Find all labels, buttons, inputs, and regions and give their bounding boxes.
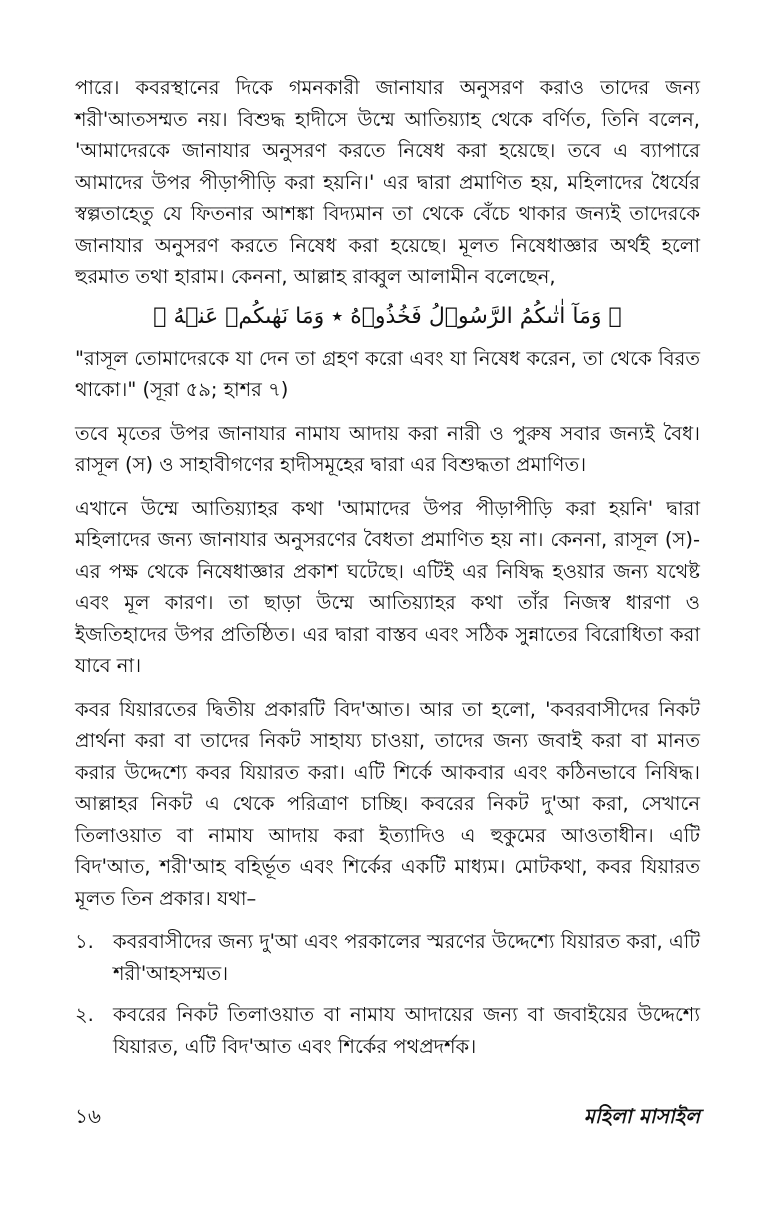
paragraph-1: পারে। কবরস্থানের দিকে গমনকারী জানাযার অনুসরণ করাও তাদের জন্য শরী'আতসম্মত নয়। বিশুদ্ধ হাদীসে উম্মে আতিয়্যাহ থেকে বর্ণিত, তিনি বলেন, 'আমাদেরকে জানাযার অনুসরণ করতে নিষেধ করা হয়েছে। তবে এ ব্যাপারে আমাদের উপর পীড়াপীড়ি করা হয়নি।' এর দ্বারা প্রমাণিত হয়, মহিলাদের ধৈর্যের স্বল্পতাহেতু যে ফিতনার আশঙ্কা বিদ্যমান তা থেকে বেঁচে থাকার জন্যই তাদেরকে জানাযার অনুসরণ করতে নিষেধ করা হয়েছে। মূলত নিষেধাজ্ঞার অর্থই হলো হুরমাত তথা হারাম। কেননা, আল্লাহ রাব্বুল আলামীন বলেছেন,	[75, 76, 700, 288]
paragraph-4: কবর যিয়ারতের দ্বিতীয় প্রকারটি বিদ'আত। আর তা হলো, 'কবরবাসীদের নিকট প্রার্থনা করা বা তাদের নিকট সাহায্য চাওয়া, তাদের জন্য জবাই করা বা মানত করার উদ্দেশ্যে কবর যিয়ারত করা। এটি শির্কে আকবার এবং কঠিনভাবে নিষিদ্ধ। আল্লাহর নিকট এ থেকে পরিত্রাণ চাচ্ছি। কবরের নিকট দু'আ করা, সেখানে তিলাওয়াত বা নামায আদায় করা ইত্যাদিও এ হুকুমের আওতাধীন। এটি বিদ'আত, শরী'আহ বহির্ভূত এবং শির্কের একটি মাধ্যম। মোটকথা, কবর যিয়ারত মূলত তিন প্রকার। যথা–	[75, 697, 700, 910]
paragraph-3: এখানে উম্মে আতিয়্যাহর কথা 'আমাদের উপর পীড়াপীড়ি করা হয়নি' দ্বারা মহিলাদের জন্য জানাযার অনুসরণের বৈধতা প্রমাণিত হয় না। কেননা, রাসূল (স)-এর পক্ষ থেকে নিষেধাজ্ঞার প্রকাশ ঘটেছে। এটিই এর নিষিদ্ধ হওয়ার জন্য যথেষ্ট এবং মূল কারণ। তা ছাড়া উম্মে আতিয়্যাহর কথা তাঁর নিজস্ব ধারণা ও ইজতিহাদের উপর প্রতিষ্ঠিত। এর দ্বারা বাস্তব এবং সঠিক সুন্নাতের বিরোধিতা করা যাবে না।	[75, 496, 700, 677]
list-item-text: কবরের নিকট তিলাওয়াত বা নামায আদায়ের জন্য বা জবাইয়ের উদ্দেশ্যে যিয়ারত, এটি বিদ'আত এবং শির্কের পথপ্রদর্শক।	[113, 1003, 700, 1058]
paragraph-translation: "রাসূল তোমাদেরকে যা দেন তা গ্রহণ করো এবং যা নিষেধ করেন, তা থেকে বিরত থাকো।" (সূরা ৫৯; হাশর ৭)	[75, 346, 700, 401]
paragraph-2: তবে মৃতের উপর জানাযার নামায আদায় করা নারী ও পুরুষ সবার জন্যই বৈধ। রাসূল (স) ও সাহাবীগণের হাদীসমূহের দ্বারা এর বিশুদ্ধতা প্রমাণিত।	[75, 421, 700, 476]
list-item	[75, 926, 700, 989]
ziyarat-types-list	[75, 926, 700, 1062]
list-item	[75, 999, 700, 1062]
list-item-text: কবরবাসীদের জন্য দু'আ এবং পরকালের স্মরণের উদ্দেশ্যে যিয়ারত করা, এটি শরী'আহসম্মত।	[113, 930, 700, 985]
book-title: মহিলা মাসাইল	[583, 1104, 700, 1128]
page-footer	[75, 1102, 700, 1135]
page-number: ১৬	[75, 1104, 101, 1128]
quran-verse: ﴿ وَمَآ اٰتٰىكُمُ الرَّسُوۡلُ فَخُذُوۡهُ ٭ وَمَا نَهٰىكُمۡ عَنۡهُ ﴾	[153, 303, 622, 329]
page-body	[75, 72, 700, 1072]
list-item-number: ২.	[75, 1003, 94, 1026]
list-item-number: ১.	[75, 930, 94, 953]
